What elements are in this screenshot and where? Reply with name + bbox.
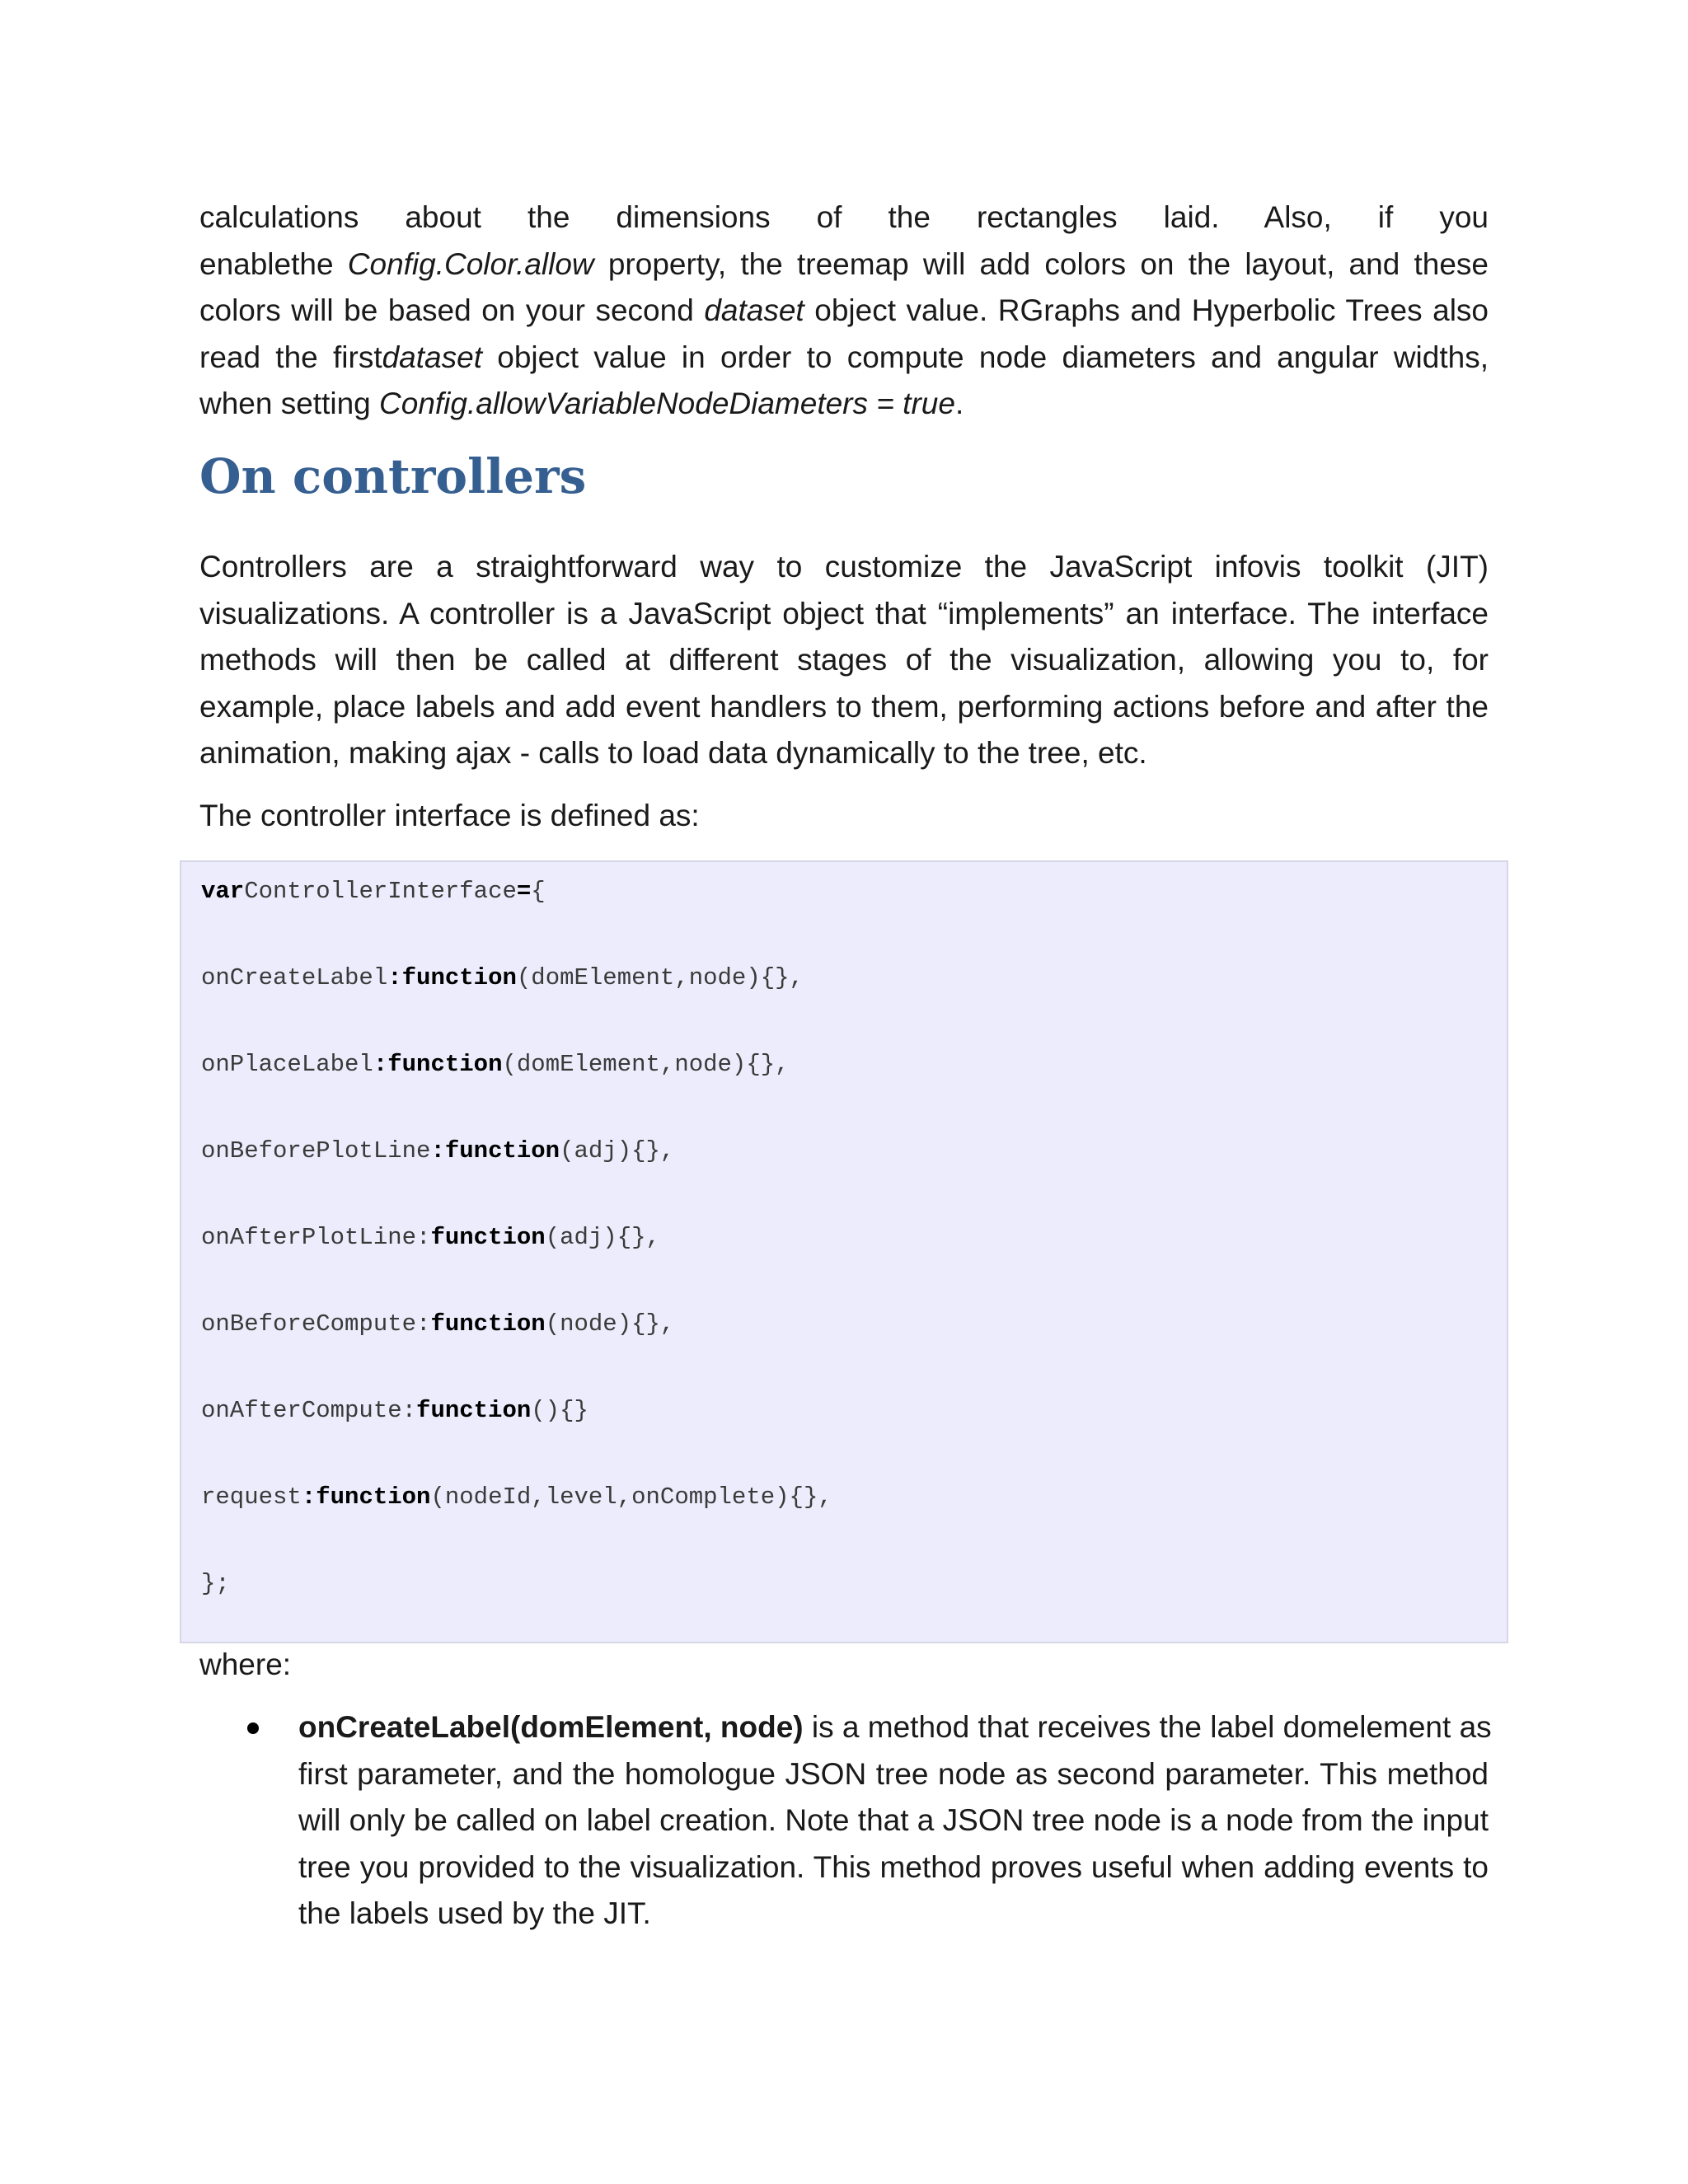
code-identifier: onAfterPlotLine	[201, 1224, 417, 1251]
config-allow-variable-node-diameters: Config.allowVariableNodeDiameters = true	[379, 387, 955, 420]
controllers-line-2: visualizations. A controller is a JavaScript object that “implements” an interface. The interface	[199, 596, 1489, 630]
code-identifier: ControllerInterface	[244, 878, 517, 905]
code-keyword: var	[201, 878, 245, 905]
code-operator: :	[430, 1137, 445, 1165]
code-operator: :	[301, 1483, 316, 1511]
intro-text: enablethe	[199, 246, 348, 281]
code-line-1	[201, 877, 546, 907]
code-args: (){}	[531, 1397, 588, 1424]
code-line-7	[201, 1396, 588, 1426]
intro-text: .	[954, 387, 964, 420]
code-args: (adj){},	[545, 1224, 660, 1251]
code-identifier: onAfterCompute	[201, 1397, 402, 1424]
code-operator: :	[401, 1397, 417, 1424]
controllers-line-5: animation, making ajax - calls to load data dynamically to the tree, etc.	[199, 736, 1147, 770]
code-keyword: function	[316, 1483, 431, 1511]
intro-text: read the first	[199, 340, 382, 374]
code-keyword: function	[430, 1224, 546, 1251]
code-line-3	[201, 1050, 790, 1080]
code-punctuation: };	[201, 1570, 230, 1597]
code-line-2	[201, 963, 804, 993]
code-keyword: function	[444, 1137, 560, 1165]
bullet-line-1	[298, 1704, 1492, 1751]
code-operator: :	[387, 964, 402, 991]
code-keyword: function	[401, 964, 517, 991]
code-args: (node){},	[545, 1310, 675, 1338]
interface-intro: The controller interface is defined as:	[199, 799, 700, 832]
bullet-term: onCreateLabel(domElement, node)	[298, 1710, 804, 1744]
intro-line-2	[199, 241, 1489, 288]
dataset-term: dataset	[382, 340, 482, 374]
bullet-text	[298, 1704, 1492, 1938]
code-line-5	[201, 1223, 660, 1253]
code-block	[180, 860, 1508, 1643]
bullet-line-3: will only be called on label creation. Note that a JSON tree node is a node from the input	[298, 1803, 1489, 1837]
code-keyword: function	[416, 1397, 532, 1424]
code-identifier: onBeforeCompute	[201, 1310, 417, 1338]
intro-text: when setting	[199, 387, 380, 420]
code-identifier: onBeforePlotLine	[201, 1137, 431, 1165]
bullet-line-5: the labels used by the JIT.	[298, 1896, 651, 1930]
code-line-6	[201, 1310, 674, 1339]
intro-line-5	[199, 381, 1489, 428]
bullet-icon	[247, 1722, 259, 1734]
code-punctuation: {	[531, 878, 546, 905]
dataset-term: dataset	[704, 293, 804, 327]
intro-paragraph	[199, 194, 1489, 428]
where-label: where:	[199, 1647, 292, 1681]
bullet-line-4: tree you provided to the visualization. This method proves useful when adding events to	[298, 1849, 1489, 1884]
intro-line-4	[199, 335, 1489, 382]
controllers-line-3: methods will then be called at different stages of the visualization, allowing you to, for	[199, 643, 1489, 677]
intro-text: object value. RGraphs and Hyperbolic Trees also	[804, 293, 1489, 327]
bullet-text-rest: is a method that receives the label domelement as	[803, 1710, 1492, 1744]
code-args: (domElement,node){},	[502, 1051, 790, 1078]
intro-text: property, the treemap will add colors on the layout, and these	[593, 246, 1489, 281]
code-args: (domElement,node){},	[516, 964, 804, 991]
code-operator: :	[416, 1224, 431, 1251]
intro-line-1: calculations about the dimensions of the rectangles laid. Also, if you	[199, 200, 1489, 234]
bullet-line-2: first parameter, and the homologue JSON tree node as second parameter. This method	[298, 1756, 1489, 1791]
code-line-8	[201, 1483, 832, 1512]
code-args: (adj){},	[560, 1137, 675, 1165]
code-identifier: onCreateLabel	[201, 964, 388, 991]
code-args: (nodeId,level,onComplete){},	[430, 1483, 832, 1511]
code-operator: =	[516, 878, 532, 905]
controllers-line-4: example, place labels and add event handlers to them, performing actions before and after the	[199, 689, 1489, 724]
controllers-line-1: Controllers are a straightforward way to customize the JavaScript infovis toolkit (JIT)	[199, 550, 1489, 583]
config-color-allow: Config.Color.allow	[347, 246, 594, 281]
code-identifier: request	[201, 1483, 302, 1511]
code-operator: :	[373, 1051, 388, 1078]
section-heading: On controllers	[199, 448, 587, 504]
intro-text: object value in order to compute node diameters and angular widths,	[481, 340, 1489, 374]
controllers-paragraph	[199, 544, 1489, 777]
code-keyword: function	[387, 1051, 503, 1078]
intro-line-3	[199, 288, 1489, 335]
code-keyword: function	[430, 1310, 546, 1338]
code-operator: :	[416, 1310, 431, 1338]
code-identifier: onPlaceLabel	[201, 1051, 373, 1078]
code-line-4	[201, 1137, 674, 1166]
intro-text: colors will be based on your second	[199, 293, 705, 327]
code-line-9	[201, 1569, 230, 1599]
